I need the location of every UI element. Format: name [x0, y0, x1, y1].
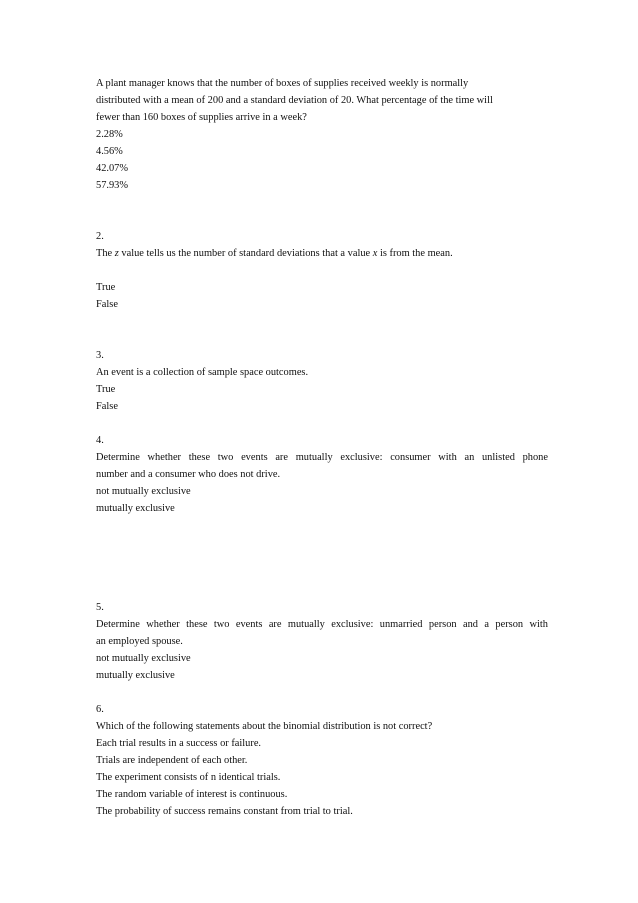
question-6-text: Which of the following statements about the binomial distribution is not correct?	[96, 721, 433, 732]
spacer	[96, 194, 548, 228]
question-1-option-b: 4.56%	[96, 146, 123, 157]
question-6-option-e: The probability of success remains constant from trial to trial.	[96, 806, 353, 817]
question-2-text-part-3: is from the mean.	[377, 248, 453, 259]
question-6-option-d: The random variable of interest is continuous.	[96, 789, 288, 800]
question-5-text-line-1: Determine whether these two events are mutually exclusive: unmarried person and a person with	[96, 619, 548, 630]
question-2-text-part-2: value tells us the number of standard deviations that a value	[118, 248, 373, 259]
question-3-option-false: False	[96, 401, 118, 412]
question-6-number: 6.	[96, 704, 104, 715]
question-3-text: An event is a collection of sample space outcomes.	[96, 367, 309, 378]
question-2-x-symbol: x	[372, 248, 378, 259]
question-1-text-line-2: distributed with a mean of 200 and a standard deviation of 20. What percentage of the time will	[96, 95, 493, 106]
question-6-option-c: The experiment consists of n identical trials.	[96, 772, 281, 783]
question-4-option-a: not mutually exclusive	[96, 486, 191, 497]
question-6-option-b: Trials are independent of each other.	[96, 755, 248, 766]
question-5-option-a: not mutually exclusive	[96, 653, 191, 664]
question-4-number: 4.	[96, 435, 104, 446]
question-1-text-line-3: fewer than 160 boxes of supplies arrive in a week?	[96, 112, 307, 123]
question-6	[96, 701, 548, 820]
question-2-number: 2.	[96, 231, 104, 242]
question-4-text-line-1: Determine whether these two events are mutually exclusive: consumer with an unlisted phone	[96, 452, 548, 463]
question-1-option-a: 2.28%	[96, 129, 123, 140]
spacer	[96, 313, 548, 347]
question-3	[96, 347, 548, 415]
question-1	[96, 75, 548, 194]
question-1-option-d: 57.93%	[96, 180, 129, 191]
question-2-option-false: False	[96, 299, 118, 310]
question-5-number: 5.	[96, 602, 104, 613]
question-1-option-c: 42.07%	[96, 163, 129, 174]
question-2-option-true: True	[96, 282, 116, 293]
question-4	[96, 432, 548, 517]
spacer	[96, 262, 548, 279]
question-3-number: 3.	[96, 350, 104, 361]
question-4-option-b: mutually exclusive	[96, 503, 175, 514]
question-5-option-b: mutually exclusive	[96, 670, 175, 681]
question-4-text-line-2: number and a consumer who does not drive.	[96, 469, 281, 480]
spacer	[96, 517, 548, 599]
question-2-text	[96, 245, 548, 262]
document-page	[96, 75, 548, 820]
question-3-option-true: True	[96, 384, 116, 395]
question-5-text-line-2: an employed spouse.	[96, 636, 183, 647]
question-2	[96, 228, 548, 313]
question-6-option-a: Each trial results in a success or failure.	[96, 738, 262, 749]
question-5	[96, 599, 548, 684]
spacer	[96, 684, 548, 701]
question-2-z-symbol: z	[114, 248, 119, 259]
question-2-text-part-1: The	[96, 248, 115, 259]
question-1-text-line-1: A plant manager knows that the number of boxes of supplies received weekly is normally	[96, 78, 469, 89]
spacer	[96, 415, 548, 432]
